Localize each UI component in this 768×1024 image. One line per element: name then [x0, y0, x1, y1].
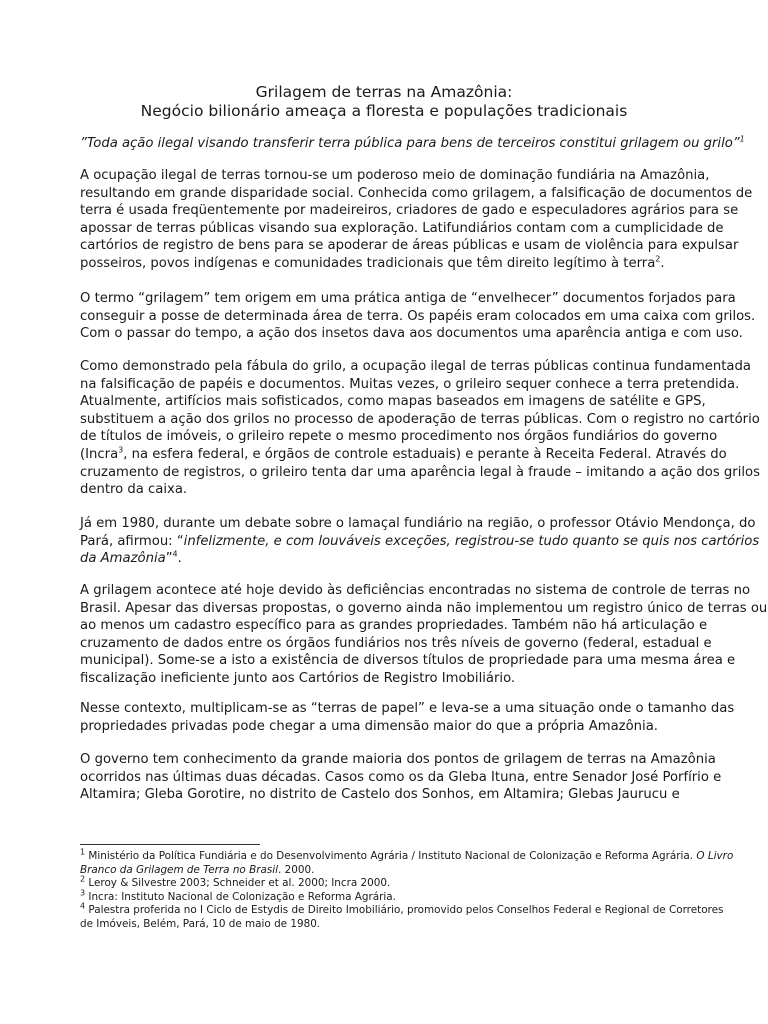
footnote-mark: 4 [80, 901, 86, 911]
footnote-text: . 2000. [278, 863, 315, 876]
footnote-italic: O Livro [696, 850, 734, 862]
closing-quote: ” [165, 551, 173, 567]
paragraph-line: Já em 1980, durante um debate sobre o lamaçal fundiário na região, o professor Otávio Mendonça, do [80, 516, 756, 531]
epigraph-quote [80, 134, 745, 152]
paragraph-6 [80, 700, 735, 735]
paragraph-7 [80, 751, 722, 804]
paragraph-line-text: , na esfera federal, e órgãos de controle estaduais) e perante à Receita Federal. Através do [123, 446, 727, 462]
footnote-text: Incra: Instituto Nacional de Colonização e Reforma Agrária. [88, 891, 396, 903]
paragraph-line: O termo “grilagem” tem origem em uma prática antiga de “envelhecer” documentos forjados para [80, 291, 736, 306]
paragraph-line: O governo tem conhecimento da grande maioria dos pontos de grilagem de terras na Amazônia [80, 752, 716, 767]
footnote-ref-1[interactable]: 1 [739, 134, 745, 144]
paragraph-2 [80, 290, 756, 343]
paragraph-line: municipal). Some-se a isto a existência de diversos títulos de propriedade para uma mesma área e [80, 653, 736, 669]
paragraph-line: na falsificação de papéis e documentos. Muitas vezes, o grileiro sequer conhece a terra pretendida. [80, 376, 740, 392]
paragraph-line: conseguir a posse de determinada área de terra. Os papéis eram colocados em uma caixa com grilos. [80, 308, 756, 324]
paragraph-line: ao menos um cadastro específico para as grandes propriedades. Também não há articulação e [80, 618, 708, 634]
paragraph-line: Atualmente, artifícios mais sofisticados, como mapas baseados em imagens de satélite e GPS, [80, 394, 706, 410]
footnote-ref-4[interactable]: 4 [172, 549, 178, 559]
paragraph-1 [80, 167, 753, 273]
paragraph-line: Com o passar do tempo, a ação dos insetos dava aos documentos uma aparência antiga e com uso. [80, 326, 743, 342]
paragraph-line: de títulos de imóveis, o grileiro repete o mesmo procedimento nos órgãos fundiários do governo [80, 429, 718, 445]
footnote-text: Ministério da Política Fundiária e do Desenvolvimento Agrária / Instituto Nacional de Colonização e Reforma Agrária. [88, 850, 694, 862]
document-title-line-1: Grilagem de terras na Amazônia: [255, 83, 513, 101]
epigraph-text: ”Toda ação ilegal visando transferir terra pública para bens de terceiros constitui grilagem ou grilo” [80, 136, 740, 151]
footnote-line [80, 901, 724, 918]
paragraph-line: Brasil. Apesar das diversas propostas, o governo ainda não implementou um registro único de terras ou [80, 600, 768, 616]
footnote-italic: Branco da Grilagem de Terra no Brasil [80, 863, 279, 876]
paragraph-4 [80, 515, 760, 568]
paragraph-line: propriedades privadas pode chegar a uma dimensão maior do que a própria Amazônia. [80, 718, 658, 734]
footnote-line [80, 864, 720, 878]
paragraph-line: cruzamento de dados entre os órgãos fundiários nos três níveis de governo (federal, estadual e [80, 635, 712, 651]
footnote-line: de Imóveis, Belém, Pará, 10 de maio de 1980. [80, 917, 321, 930]
paragraph-line: Nesse contexto, multiplicam-se as “terras de papel” e leva-se a uma situação onde o tamanho das [80, 701, 735, 716]
paragraph-line: apossar de terras públicas visando sua exploração. Latifundiários contam com a cumplicidade de [80, 220, 724, 236]
paragraph-line-text: Pará, afirmou: “ [80, 533, 184, 549]
paragraph-line: Altamira; Gleba Gorotire, no distrito de Castelo dos Sonhos, em Altamira; Glebas Jaurucu e [80, 787, 680, 803]
paragraph-5 [80, 582, 768, 688]
paragraph-line: cruzamento de registros, o grileiro tenta dar uma aparência legal à fraude – imitando a ação dos grilos [80, 464, 760, 480]
footnote-1 [80, 847, 734, 877]
paragraph-line: substituem a ação dos grilos no processo de apoderação de terras públicas. Com o registro no cartório [80, 411, 760, 427]
document-title-line-2: Negócio bilionário ameaça a floresta e populações tradicionais [140, 102, 628, 120]
footnote-2 [80, 874, 720, 891]
footnote-4 [80, 901, 724, 931]
paragraph-line [80, 550, 700, 568]
footnote-mark: 3 [80, 888, 86, 898]
quoted-statement: infelizmente, e com louváveis exceções, registrou-se tudo quanto se quis nos cartórios [183, 533, 760, 549]
footnote-ref-2[interactable]: 2 [655, 254, 661, 264]
paragraph-line-text: (Incra [80, 446, 119, 462]
paragraph-line [80, 445, 727, 464]
paragraph-line [80, 533, 760, 551]
paragraph-line: ocorridos nas últimas duas décadas. Casos como os da Gleba Ituna, entre Senador José Porfírio e [80, 769, 722, 785]
paragraph-3 [80, 358, 760, 499]
paragraph-line: A grilagem acontece até hoje devido às deficiências encontradas no sistema de controle de terras no [80, 583, 751, 598]
footnote-line [80, 874, 720, 891]
paragraph-line-end: . [660, 255, 665, 271]
footnote-text: Leroy & Silvestre 2003; Schneider et al. 2000; Incra 2000. [88, 877, 391, 889]
footnote-3 [80, 888, 720, 905]
paragraph-line: A ocupação ilegal de terras tornou-se um poderoso meio de dominação fundiária na Amazônia, [80, 168, 710, 183]
paragraph-line-text: posseiros, povos indígenas e comunidades tradicionais que têm direito legítimo à terra [80, 255, 656, 271]
footnote-line [80, 888, 720, 905]
footnote-separator [80, 844, 260, 845]
footnote-line [80, 847, 734, 864]
footnote-mark: 1 [80, 847, 86, 857]
paragraph-line: fiscalização ineficiente junto aos Cartórios de Registro Imobiliário. [80, 670, 516, 686]
paragraph-line: dentro da caixa. [80, 482, 188, 498]
paragraph-line [80, 255, 700, 273]
footnote-text: Palestra proferida no I Ciclo de Estydis de Direito Imobiliário, promovido pelos Conselhos Federal e Regional de Corretores [88, 904, 724, 916]
paragraph-line: terra é usada freqüentemente por madeireiros, criadores de gado e especuladores agrários para se [80, 203, 739, 219]
footnote-ref-3[interactable]: 3 [118, 445, 124, 455]
paragraph-line-end: . [177, 551, 182, 567]
paragraph-line: Como demonstrado pela fábula do grilo, a ocupação ilegal de terras públicas continua fundamentada [80, 359, 751, 374]
paragraph-line: resultando em grande disparidade social. Conhecida como grilagem, a falsificação de documentos de [80, 185, 753, 201]
paragraph-line: cartórios de registro de bens para se apoderar de áreas públicas e usam de violência para expulsar [80, 238, 739, 254]
quoted-statement: da Amazônia [80, 551, 166, 567]
footnote-mark: 2 [80, 874, 86, 884]
